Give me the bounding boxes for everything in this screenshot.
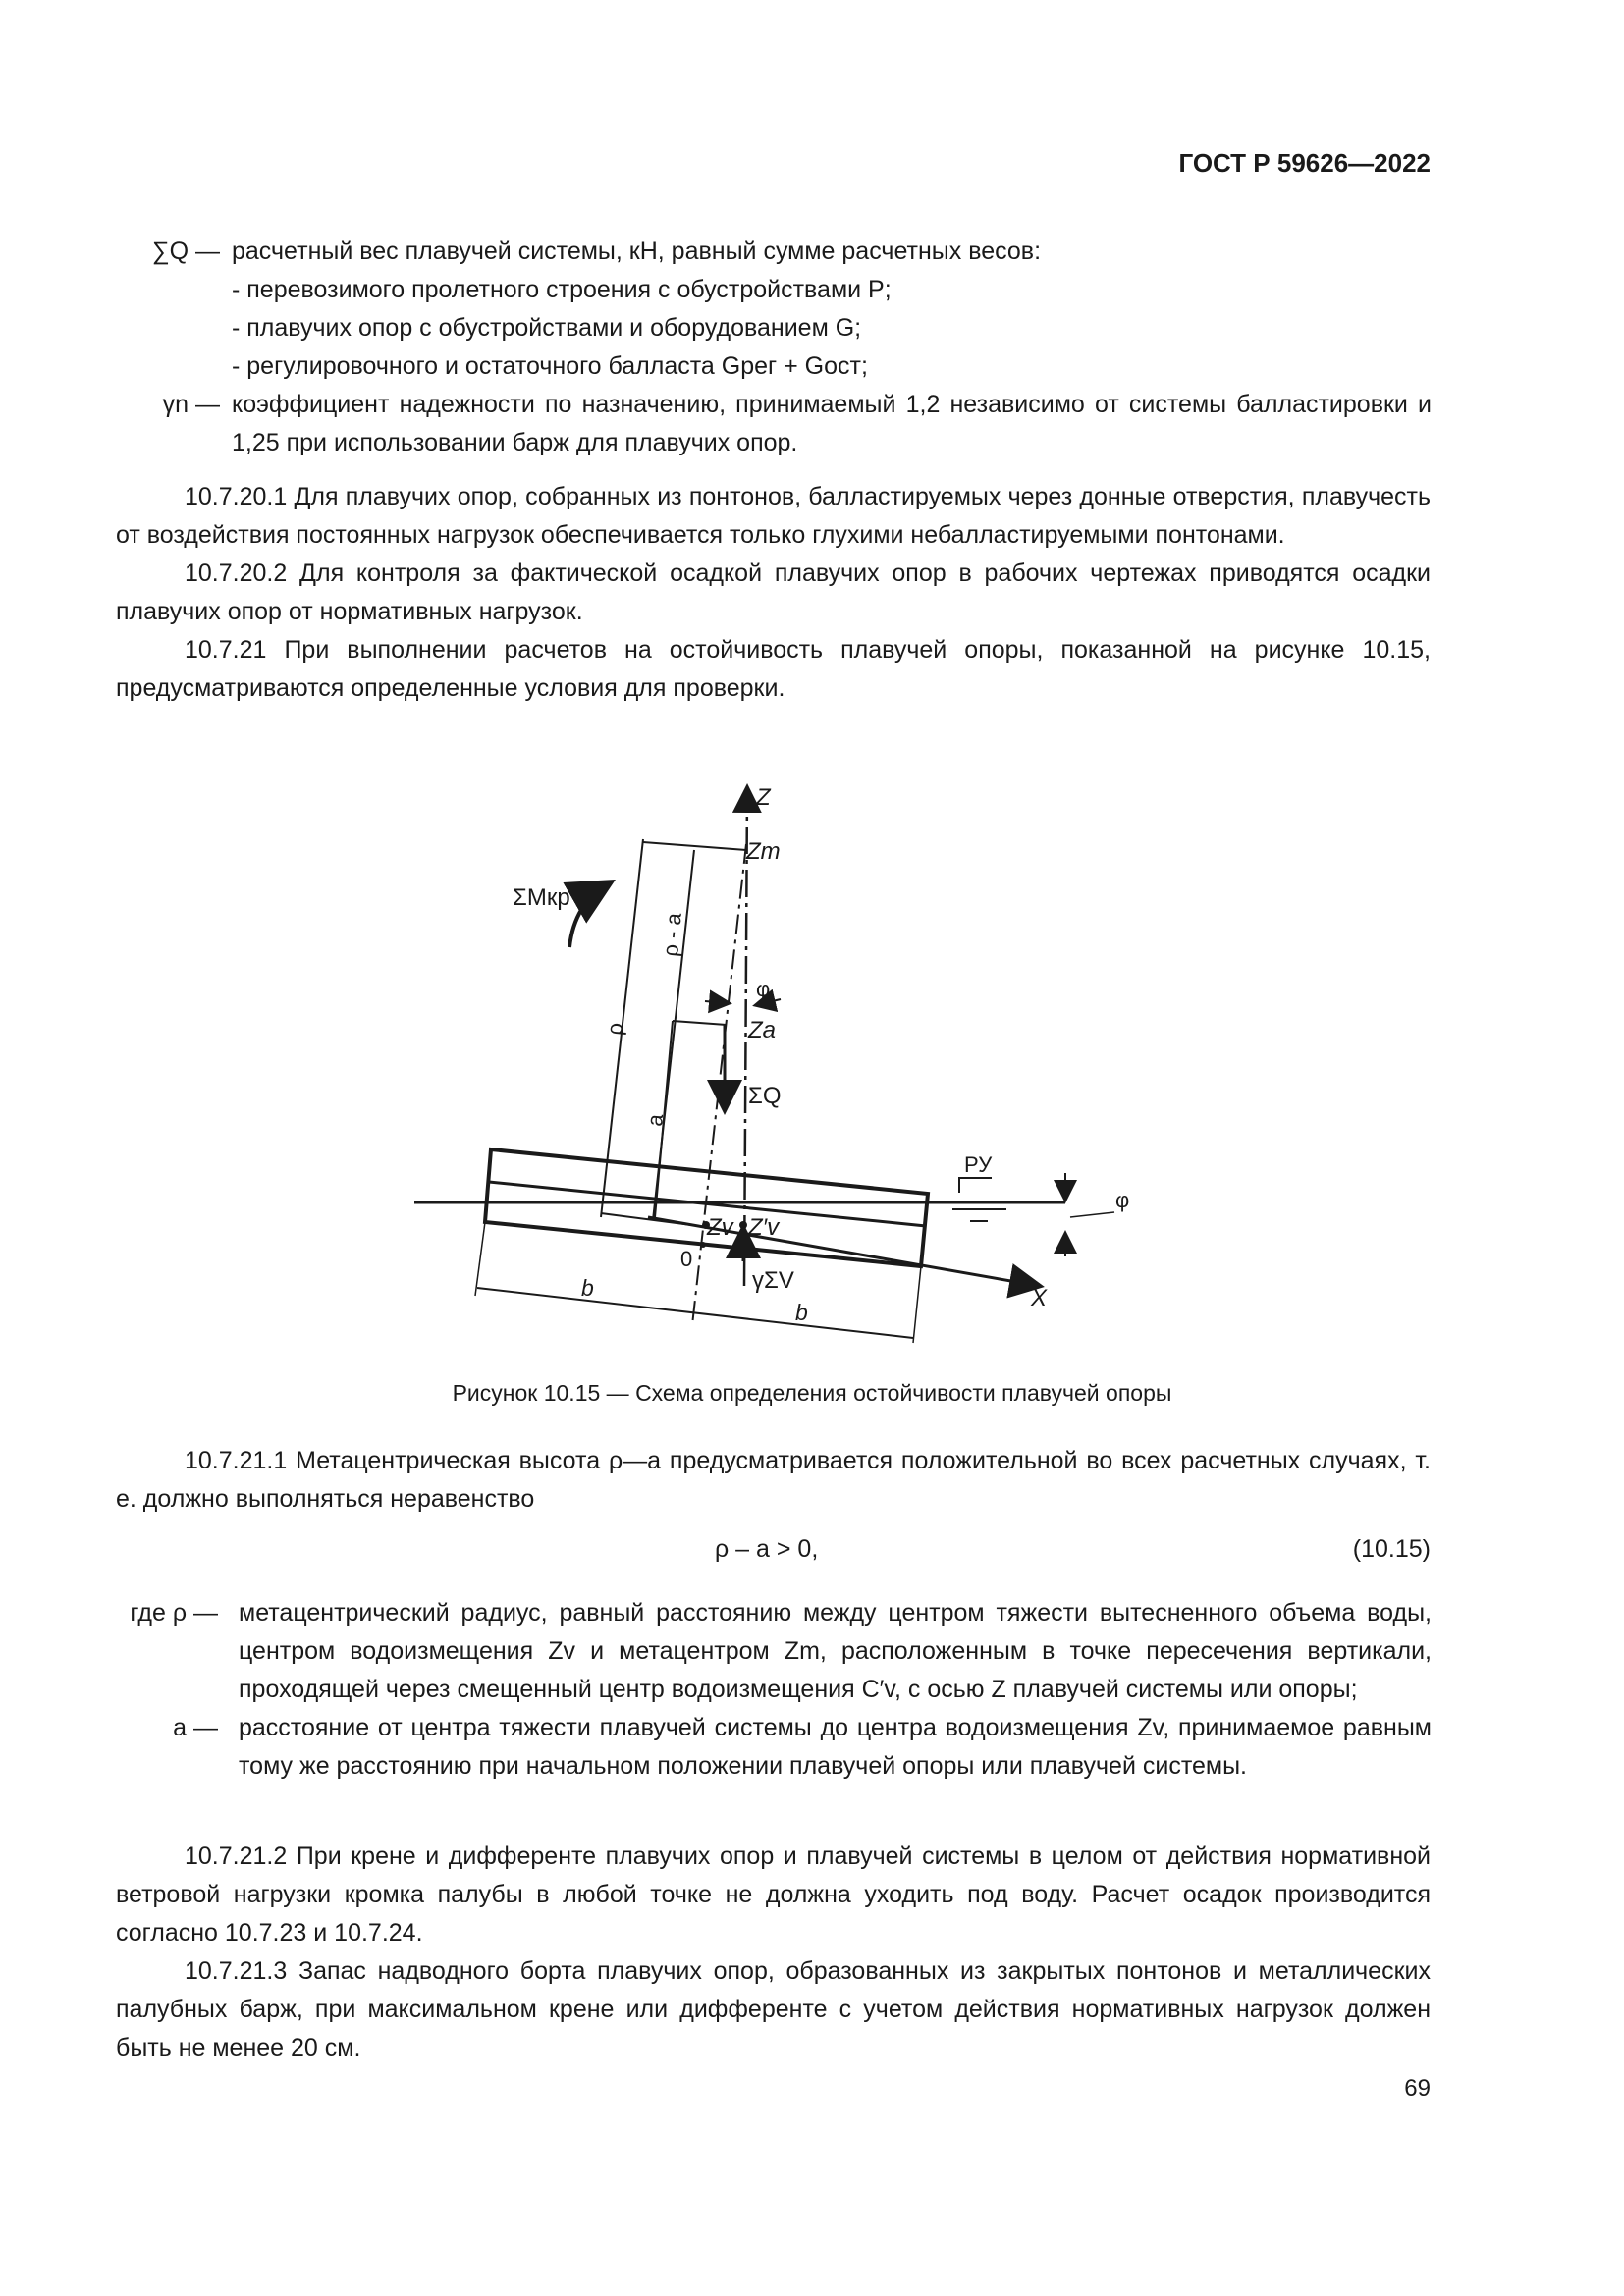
paragraph-10-7-20-1: 10.7.20.1 Для плавучих опор, собранных из понтонов, балластируемых через донные отверстия, плавучесть от воздействия постоянных нагрузок обеспечивается только глухими небалластируемыми понтонами. (116, 483, 1431, 549)
dimension-a-top (673, 1021, 727, 1025)
definitions-bottom (116, 1594, 1432, 1786)
paragraph-10-7-21: 10.7.21 При выполнении расчетов на остойчивость плавучей опоры, показанной на рисунке 10.15, предусматриваются определенные условия для проверки. (116, 636, 1431, 702)
phi-tick-left (705, 1001, 729, 1003)
dimension-b-left-ext (475, 1222, 485, 1296)
label-ru: РУ (964, 1152, 993, 1177)
definition-rho (116, 1594, 1432, 1709)
label-rho-minus-a: ρ - a (658, 912, 686, 958)
formula-10-15 (116, 1530, 1431, 1570)
label-rho: ρ (602, 1021, 628, 1037)
document-code: ГОСТ Р 59626—2022 (1178, 148, 1431, 178)
definition-line: - перевозимого пролетного строения с обустройствами P; (232, 276, 892, 303)
label-b-left: b (581, 1275, 594, 1301)
dimension-b (477, 1288, 913, 1338)
definition-line: - регулировочного и остаточного балласта Gрег + Gост; (232, 352, 868, 380)
definition-line: - плавучих опор с обустройствами и оборудованием G; (232, 314, 862, 342)
definition-symbol: где ρ — (130, 1599, 218, 1627)
paragraphs-bottom (116, 1838, 1431, 2067)
dimension-b-right-ext (913, 1266, 921, 1343)
label-b-right: b (795, 1300, 808, 1325)
water-level-mark (959, 1178, 992, 1193)
point-origin (700, 1242, 706, 1248)
definition-symbol: а — (173, 1714, 218, 1741)
label-x-axis: X (1031, 1285, 1048, 1311)
label-gamma-sum-v: γΣV (752, 1267, 794, 1294)
formula-number: (10.15) (1352, 1535, 1431, 1563)
definition-text: метацентрический радиус, равный расстоянию между центром тяжести вытесненного объема воды, центром водоизмещения Zv и метацентром Zm, расположенным в точке пересечения вертикали, проходящей через смещенный центр водоизмещения C′v, с осью Z плавучей системы или опоры; (239, 1599, 1432, 1703)
definition-text: расстояние от центра тяжести плавучей системы до центра водоизмещения Zv, принимаемое равным тому же расстоянию при начальном положении плавучей опоры или плавучей системы. (239, 1714, 1432, 1780)
paragraph-metacentric-block (116, 1442, 1431, 1519)
definition-line: расчетный вес плавучей системы, кН, равный сумме расчетных весов: (232, 238, 1042, 265)
label-zv: Zv (707, 1214, 733, 1241)
label-origin: 0 (680, 1247, 693, 1271)
paragraph-10-7-21-1: 10.7.21.1 Метацентрическая высота ρ—а предусматривается положительной во всех расчетных случаях, т. е. должно выполняться неравенство (116, 1447, 1431, 1513)
formula-expression: ρ – а > 0, (715, 1535, 819, 1563)
dimension-rho-top (643, 842, 746, 850)
label-z-axis: Z (756, 784, 771, 811)
page-number: 69 (1404, 2075, 1431, 2102)
label-za: Za (748, 1017, 777, 1043)
label-sum-q: ΣQ (748, 1083, 782, 1109)
definition-symbol: ∑Q — (151, 238, 220, 265)
label-phi-top: φ (756, 977, 771, 1001)
definition-symbol: γn — (162, 391, 220, 418)
figure-caption: Рисунок 10.15 — Схема определения остойчивости плавучей опоры (452, 1380, 1172, 1406)
definition-a (116, 1709, 1432, 1786)
paragraph-10-7-20-2: 10.7.20.2 Для контроля за фактической осадкой плавучих опор в рабочих чертежах приводятся осадки плавучих опор от нормативных нагрузок. (116, 560, 1431, 625)
moment-arrow (569, 883, 609, 947)
label-moment: ΣMкр (513, 884, 570, 911)
definition-line: коэффициент надежности по назначению, принимаемый 1,2 независимо от системы балластировки и 1,25 при использовании барж для плавучих опор. (232, 391, 1432, 456)
label-zm: Zm (746, 838, 781, 865)
phi-right-leader (1070, 1212, 1114, 1217)
label-a: a (642, 1113, 669, 1128)
pontoon-hull (485, 1149, 928, 1266)
label-zv-prime: Z′v (748, 1214, 780, 1241)
label-phi-right: φ (1115, 1188, 1130, 1212)
point-zv-prime (739, 1221, 747, 1229)
paragraph-10-7-21-3: 10.7.21.3 Запас надводного борта плавучих опор, образованных из закрытых понтонов и металлических палубных барж, при максимальном крене или дифференте с учетом действия нормативных нагрузок должен быть не менее 20 см. (116, 1957, 1431, 2061)
tilted-axis (692, 844, 746, 1325)
paragraph-10-7-21-2: 10.7.21.2 При крене и дифференте плавучих опор и плавучей системы в целом от действия нормативной ветровой нагрузки кромка палубы в любой точке не должна уходить под воду. Расчет осадок производится согласно 10.7.23 и 10.7.24. (116, 1842, 1431, 1947)
